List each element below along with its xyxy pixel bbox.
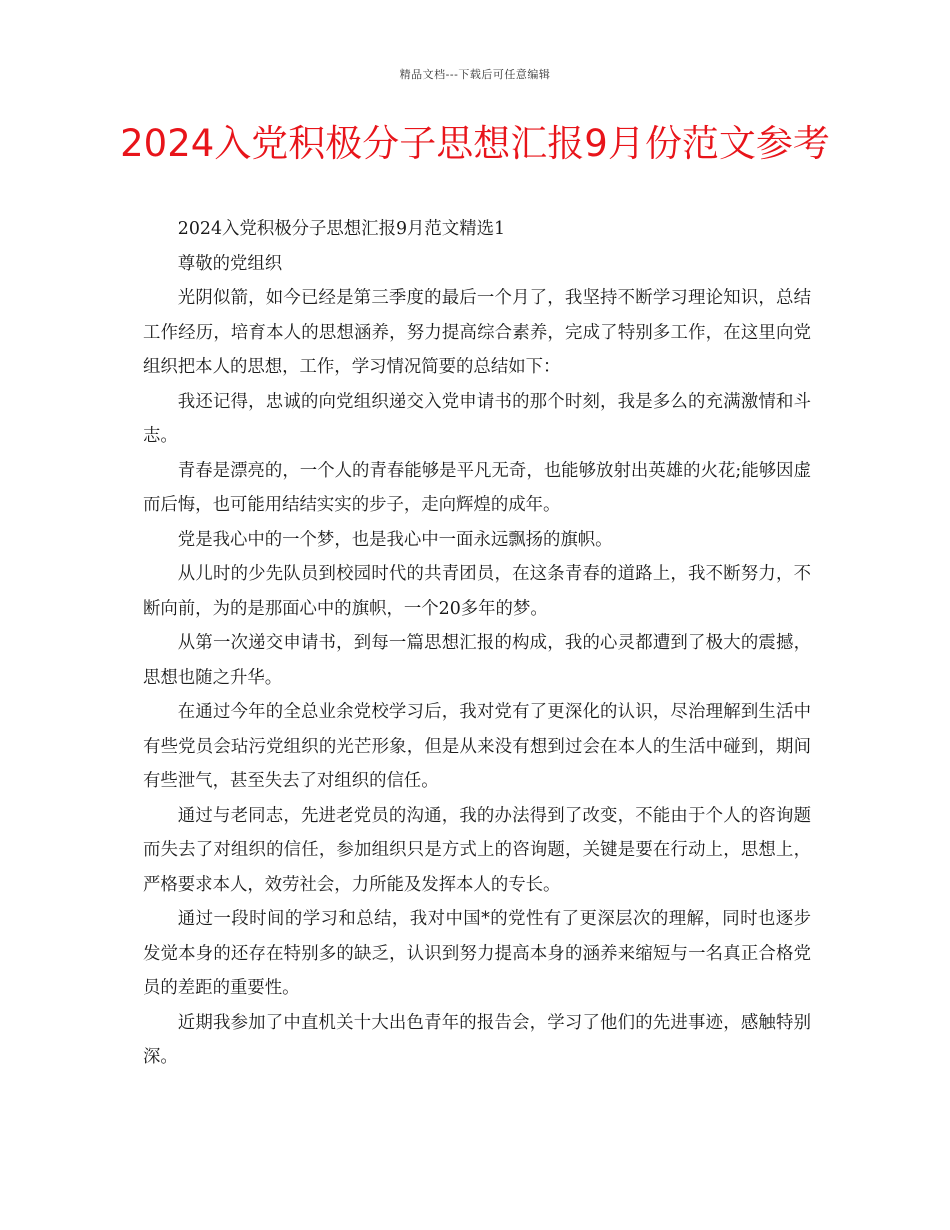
paragraph: 近期我参加了中直机关十大出色青年的报告会，学习了他们的先进事迹，感触特别深。 bbox=[143, 1012, 811, 1067]
paragraph: 青春是漂亮的，一个人的青春能够是平凡无奇，也能够放射出英雄的火花;能够因虚而后悔，也可能用结结实实的步子，走向辉煌的成年。 bbox=[143, 460, 811, 515]
paragraph: 党是我心中的一个梦，也是我心中一面永远飘扬的旗帜。 bbox=[177, 529, 613, 550]
document-body bbox=[143, 212, 811, 1075]
paragraph: 从第一次递交申请书，到每一篇思想汇报的构成，我的心灵都遭到了极大的震撼，思想也随之升华。 bbox=[143, 633, 811, 688]
paragraph: 在通过今年的全总业余党校学习后，我对党有了更深化的认识，尽治理解到生活中有些党员会玷污党组织的光芒形象，但是从来没有想到过会在本人的生活中碰到，期间有些泄气，甚至失去了对组织的信任。 bbox=[143, 702, 811, 791]
document-title: 2024入党积极分子思想汇报9月份范文参考 bbox=[120, 122, 830, 165]
paragraph: 我还记得，忠诚的向党组织递交入党申请书的那个时刻，我是多么的充满激情和斗志。 bbox=[143, 391, 811, 446]
paragraph: 通过一段时间的学习和总结，我对中国*的党性有了更深层次的理解，同时也逐步发觉本身的还存在特别多的缺乏，认识到努力提高本身的涵养来缩短与一名真正合格党员的差距的重要性。 bbox=[143, 909, 811, 998]
header-note: 精品文档---下载后可任意编辑 bbox=[399, 68, 551, 81]
paragraph-salutation: 尊敬的党组织 bbox=[177, 253, 283, 274]
paragraph: 光阴似箭，如今已经是第三季度的最后一个月了，我坚持不断学习理论知识，总结工作经历，培育本人的思想涵养，努力提高综合素养，完成了特别多工作，在这里向党组织把本人的思想，工作，学习情况简要的总结如下： bbox=[143, 288, 811, 377]
paragraph: 通过与老同志，先进老党员的沟通，我的办法得到了改变，不能由于个人的咨询题而失去了对组织的信任，参加组织只是方式上的咨询题，关键是要在行动上，思想上，严格要求本人，效劳社会，力所能及发挥本人的专长。 bbox=[143, 805, 811, 895]
paragraph: 从儿时的少先队员到校园时代的共青团员，在这条青春的道路上，我不断努力，不断向前，为的是那面心中的旗帜，一个20多年的梦。 bbox=[143, 564, 811, 619]
paragraph-subtitle: 2024入党积极分子思想汇报9月范文精选1 bbox=[177, 219, 506, 239]
